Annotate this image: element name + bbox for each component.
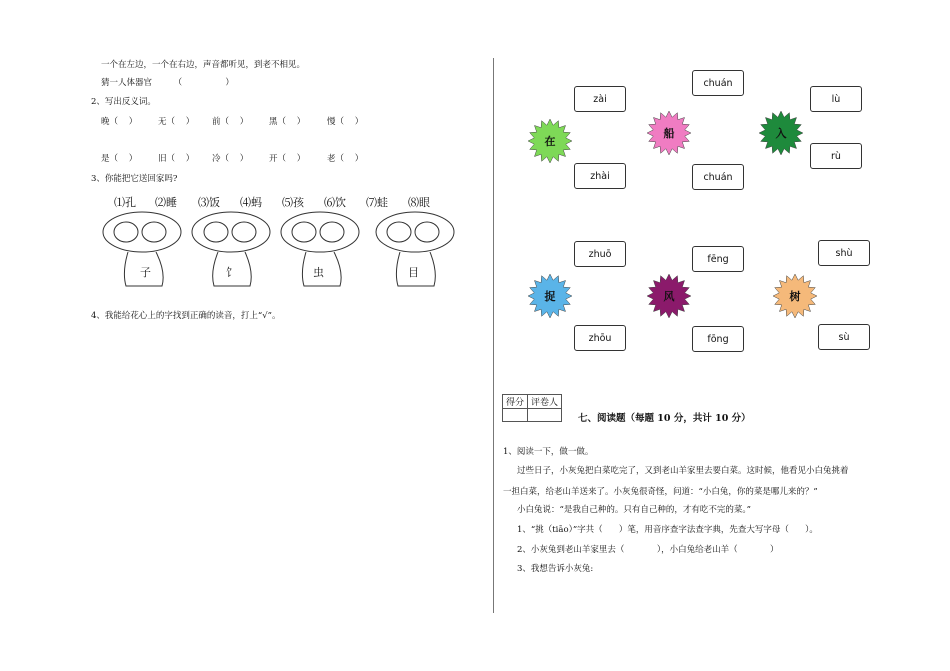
right-column (494, 0, 950, 671)
word-item: ⑶饭 (198, 196, 220, 209)
antonym-item: 晚（ ） (101, 117, 138, 127)
mushroom-label: 子 (140, 266, 151, 279)
word-item: ⑸孩 (282, 196, 304, 209)
pinyin-box[interactable]: zhōu (574, 325, 626, 351)
flower-center-char: 风 (663, 290, 675, 303)
word-item: ⑴孔 (114, 196, 136, 209)
pinyin-box[interactable]: zài (574, 86, 626, 112)
flower-star (527, 273, 573, 319)
flower-center-char: 入 (775, 127, 787, 140)
flower-center-char: 在 (544, 135, 556, 148)
flower-star (646, 110, 692, 156)
reading-paragraph: 过些日子，小灰兔把白菜吃完了，又到老山羊家里去要白菜。这时候，他看见小白兔挑着 (517, 466, 849, 476)
word-item: ⑺蛙 (366, 196, 388, 209)
question-3-title: 3、你能把它送回家吗? (91, 174, 178, 184)
antonym-item: 老（ ） (327, 154, 364, 164)
word-item: ⑷蚂 (240, 196, 262, 209)
flower-center-char: 船 (663, 127, 675, 140)
mushroom-label: 目 (408, 266, 419, 279)
mushroom-label: 虫 (313, 266, 324, 279)
pinyin-box[interactable]: chuán (692, 70, 744, 96)
reading-paragraph: 小白兔说：“是我自己种的。只有自己种的，才有吃不完的菜。” (517, 505, 751, 515)
reading-subquestion: 1、“挑（tiāo）”字共（ ）笔，用音序查字法查字典，先查大写字母（ ）。 (517, 525, 818, 535)
riddle-line-1: 一个在左边，一个在右边，声音都听见，到老不相见。 (101, 60, 306, 70)
antonym-item: 是（ ） (101, 154, 138, 164)
pinyin-box[interactable]: sù (818, 324, 870, 350)
score-cell[interactable] (503, 409, 528, 422)
antonym-item: 前（ ） (212, 117, 249, 127)
pinyin-box[interactable]: chuán (692, 164, 744, 190)
grader-cell[interactable] (528, 409, 562, 422)
pinyin-box[interactable]: lù (810, 86, 862, 112)
antonym-item: 开（ ） (269, 154, 306, 164)
pinyin-box[interactable]: rù (810, 143, 862, 169)
question-4-title: 4、我能给花心上的字找到正确的读音，打上“√”。 (91, 311, 281, 321)
pinyin-box[interactable]: zhuō (574, 241, 626, 267)
flower-center-char: 树 (789, 290, 801, 303)
mushroom-label: 饣 (226, 266, 237, 279)
word-item: ⑹饮 (324, 196, 346, 209)
word-item: ⑵睡 (155, 196, 177, 209)
reading-subquestion: 3、我想告诉小灰兔: (517, 564, 594, 574)
flower-star (646, 273, 692, 319)
pinyin-box[interactable]: fōng (692, 326, 744, 352)
section-7-title: 七、阅读题（每题 10 分，共计 10 分） (578, 413, 751, 424)
reading-paragraph: 一担白菜，给老山羊送来了。小灰兔很奇怪，问道：“小白兔，你的菜是哪儿来的？” (503, 487, 818, 497)
flower-center-char: 捉 (544, 290, 556, 303)
antonym-item: 冷（ ） (212, 154, 249, 164)
riddle-line-2: 猜一人体器官 （ ） (101, 78, 234, 88)
antonym-item: 慢（ ） (327, 117, 364, 127)
flower-star (527, 118, 573, 164)
question-2-title: 2、写出反义词。 (91, 97, 156, 107)
reading-question-1: 1、阅读一下，做一做。 (503, 447, 594, 457)
pinyin-box[interactable]: zhài (574, 163, 626, 189)
antonym-item: 无（ ） (158, 117, 195, 127)
reading-subquestion: 2、小灰兔到老山羊家里去（ ），小白兔给老山羊（ ） (517, 545, 779, 555)
flower-star (758, 110, 804, 156)
word-item: ⑻眼 (408, 196, 430, 209)
score-label: 得分 (503, 395, 528, 409)
pinyin-box[interactable]: shù (818, 240, 870, 266)
antonym-item: 黑（ ） (269, 117, 306, 127)
antonym-item: 旧（ ） (158, 154, 195, 164)
pinyin-box[interactable]: fēng (692, 246, 744, 272)
flower-star (772, 273, 818, 319)
grader-label: 评卷人 (528, 395, 562, 409)
score-table (502, 394, 562, 422)
